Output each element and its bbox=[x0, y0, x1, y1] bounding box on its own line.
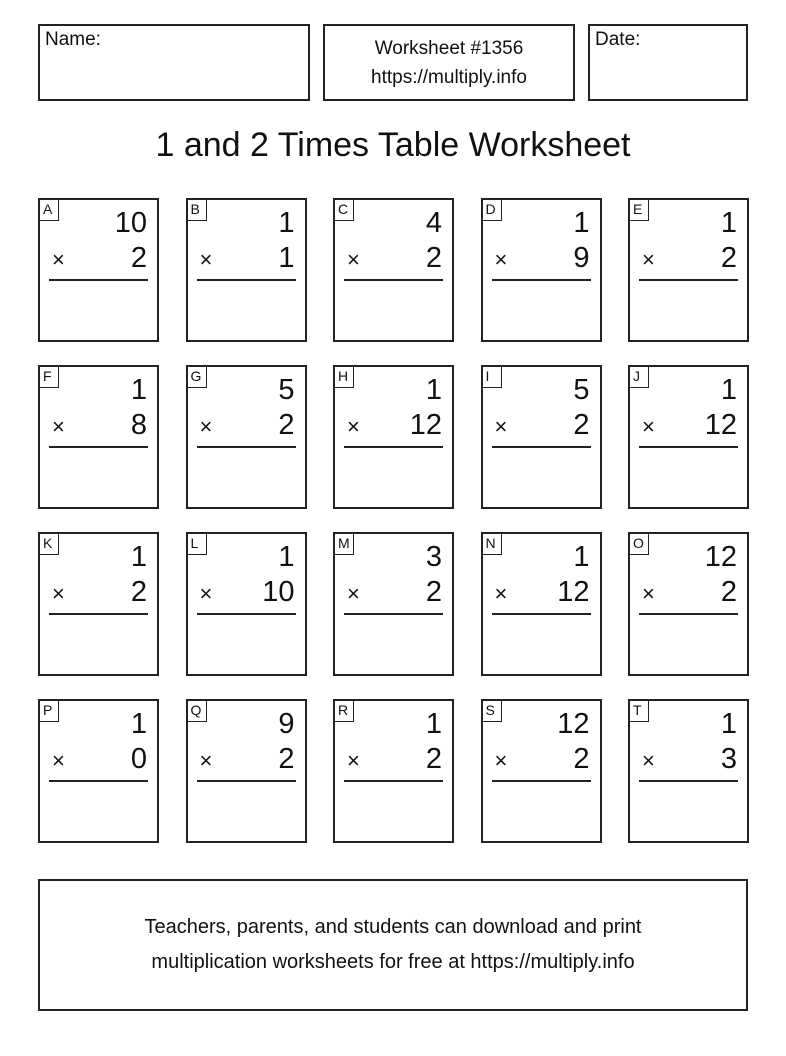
multiply-sign: × bbox=[494, 748, 508, 773]
answer-line bbox=[197, 780, 296, 782]
problem-bottom-number: 2 bbox=[425, 743, 442, 775]
problem-letter: N bbox=[483, 534, 502, 555]
answer-line bbox=[639, 446, 738, 448]
problem-bottom-number: 2 bbox=[573, 409, 590, 441]
problem-bottom-number: 10 bbox=[262, 576, 295, 608]
problem-top-number: 12 bbox=[704, 541, 737, 573]
problem-card bbox=[186, 198, 307, 342]
problem-bottom-number: 12 bbox=[704, 409, 737, 441]
problem-card bbox=[333, 198, 454, 342]
problem-grid bbox=[38, 198, 749, 843]
multiply-sign: × bbox=[642, 414, 655, 439]
multiply-sign: × bbox=[494, 247, 508, 272]
answer-line bbox=[492, 279, 591, 281]
problem-top-number: 1 bbox=[425, 374, 442, 406]
problem-bottom-number: 0 bbox=[130, 743, 147, 775]
problem-letter: T bbox=[630, 701, 649, 722]
multiply-sign: × bbox=[642, 581, 655, 606]
problem-bottom-number: 2 bbox=[278, 743, 295, 775]
answer-line bbox=[344, 613, 443, 615]
problem-bottom-number: 3 bbox=[720, 743, 737, 775]
problem-card bbox=[628, 198, 749, 342]
problem-bottom-number: 9 bbox=[573, 242, 590, 274]
problem-top-number: 1 bbox=[573, 207, 590, 239]
problem-card bbox=[628, 365, 749, 509]
multiply-sign: × bbox=[347, 247, 360, 272]
problem-bottom-number: 8 bbox=[130, 409, 147, 441]
problem-top-number: 1 bbox=[130, 541, 147, 573]
problem-top-number: 5 bbox=[278, 374, 295, 406]
answer-line bbox=[344, 279, 443, 281]
problem-bottom-number: 2 bbox=[720, 242, 737, 274]
multiply-sign: × bbox=[347, 581, 360, 606]
problem-card bbox=[481, 198, 602, 342]
answer-line bbox=[197, 446, 296, 448]
multiply-sign: × bbox=[642, 748, 655, 773]
answer-line bbox=[639, 780, 738, 782]
problem-card bbox=[628, 532, 749, 676]
problem-letter: A bbox=[40, 200, 59, 221]
multiply-sign: × bbox=[52, 748, 65, 773]
answer-line bbox=[492, 613, 591, 615]
problem-letter: R bbox=[335, 701, 354, 722]
problem-card bbox=[186, 532, 307, 676]
problem-bottom-number: 2 bbox=[720, 576, 737, 608]
problem-top-number: 12 bbox=[557, 708, 590, 740]
answer-line bbox=[49, 446, 148, 448]
problem-letter: J bbox=[630, 367, 649, 388]
multiply-sign: × bbox=[199, 748, 213, 773]
problem-bottom-number: 2 bbox=[425, 576, 442, 608]
answer-line bbox=[492, 446, 591, 448]
problem-top-number: 5 bbox=[573, 374, 590, 406]
answer-line bbox=[344, 446, 443, 448]
answer-line bbox=[49, 279, 148, 281]
problem-bottom-number: 1 bbox=[278, 242, 295, 274]
problem-card bbox=[186, 699, 307, 843]
answer-line bbox=[197, 613, 296, 615]
problem-top-number: 10 bbox=[114, 207, 147, 239]
problem-bottom-number: 2 bbox=[130, 576, 147, 608]
multiply-sign: × bbox=[52, 414, 65, 439]
problem-card bbox=[333, 699, 454, 843]
answer-line bbox=[639, 279, 738, 281]
problem-top-number: 1 bbox=[720, 374, 737, 406]
problem-top-number: 1 bbox=[720, 207, 737, 239]
footer-box bbox=[38, 879, 748, 1011]
name-box bbox=[38, 24, 310, 101]
problem-top-number: 9 bbox=[278, 708, 295, 740]
problem-top-number: 1 bbox=[720, 708, 737, 740]
problem-letter: Q bbox=[188, 701, 207, 722]
problem-bottom-number: 2 bbox=[573, 743, 590, 775]
problem-top-number: 1 bbox=[278, 541, 295, 573]
problem-card bbox=[481, 532, 602, 676]
problem-letter: S bbox=[483, 701, 502, 722]
problem-card bbox=[38, 532, 159, 676]
answer-line bbox=[49, 613, 148, 615]
problem-top-number: 1 bbox=[130, 708, 147, 740]
problem-card bbox=[628, 699, 749, 843]
date-label: Date: bbox=[595, 29, 641, 50]
problem-letter: G bbox=[188, 367, 207, 388]
problem-top-number: 3 bbox=[425, 541, 442, 573]
problem-letter: K bbox=[40, 534, 59, 555]
problem-letter: I bbox=[483, 367, 502, 388]
problem-card bbox=[186, 365, 307, 509]
date-box bbox=[588, 24, 748, 101]
problem-card bbox=[38, 699, 159, 843]
multiply-sign: × bbox=[347, 748, 360, 773]
problem-letter: P bbox=[40, 701, 59, 722]
worksheet-info-box bbox=[323, 24, 575, 101]
multiply-sign: × bbox=[199, 581, 213, 606]
problem-letter: C bbox=[335, 200, 354, 221]
problem-bottom-number: 2 bbox=[130, 242, 147, 274]
multiply-sign: × bbox=[347, 414, 360, 439]
problem-top-number: 1 bbox=[130, 374, 147, 406]
problem-letter: O bbox=[630, 534, 649, 555]
footer-line-2: multiplication worksheets for free at https://multiply.info bbox=[151, 951, 635, 973]
multiply-sign: × bbox=[199, 247, 213, 272]
problem-bottom-number: 12 bbox=[557, 576, 590, 608]
problem-letter: M bbox=[335, 534, 354, 555]
problem-letter: E bbox=[630, 200, 649, 221]
worksheet-number: Worksheet #1356 bbox=[374, 37, 524, 59]
answer-line bbox=[492, 780, 591, 782]
problem-top-number: 1 bbox=[573, 541, 590, 573]
answer-line bbox=[197, 279, 296, 281]
name-label: Name: bbox=[45, 29, 101, 50]
problem-card bbox=[38, 198, 159, 342]
multiply-sign: × bbox=[494, 581, 508, 606]
multiply-sign: × bbox=[52, 247, 65, 272]
multiply-sign: × bbox=[494, 414, 508, 439]
problem-bottom-number: 2 bbox=[278, 409, 295, 441]
problem-card bbox=[38, 365, 159, 509]
problem-card bbox=[333, 532, 454, 676]
problem-letter: F bbox=[40, 367, 59, 388]
answer-line bbox=[49, 780, 148, 782]
problem-top-number: 4 bbox=[425, 207, 442, 239]
problem-top-number: 1 bbox=[278, 207, 295, 239]
footer-line-1: Teachers, parents, and students can download and print bbox=[144, 916, 642, 938]
problem-card bbox=[333, 365, 454, 509]
worksheet-url: https://multiply.info bbox=[371, 66, 527, 88]
problem-card bbox=[481, 365, 602, 509]
problem-bottom-number: 2 bbox=[425, 242, 442, 274]
problem-card bbox=[481, 699, 602, 843]
answer-line bbox=[639, 613, 738, 615]
worksheet-title: 1 and 2 Times Table Worksheet bbox=[155, 126, 631, 164]
multiply-sign: × bbox=[199, 414, 213, 439]
problem-letter: B bbox=[188, 200, 207, 221]
problem-letter: D bbox=[483, 200, 502, 221]
problem-top-number: 1 bbox=[425, 708, 442, 740]
problem-letter: L bbox=[188, 534, 207, 555]
multiply-sign: × bbox=[52, 581, 65, 606]
problem-bottom-number: 12 bbox=[409, 409, 442, 441]
problem-letter: H bbox=[335, 367, 354, 388]
multiply-sign: × bbox=[642, 247, 655, 272]
answer-line bbox=[344, 780, 443, 782]
